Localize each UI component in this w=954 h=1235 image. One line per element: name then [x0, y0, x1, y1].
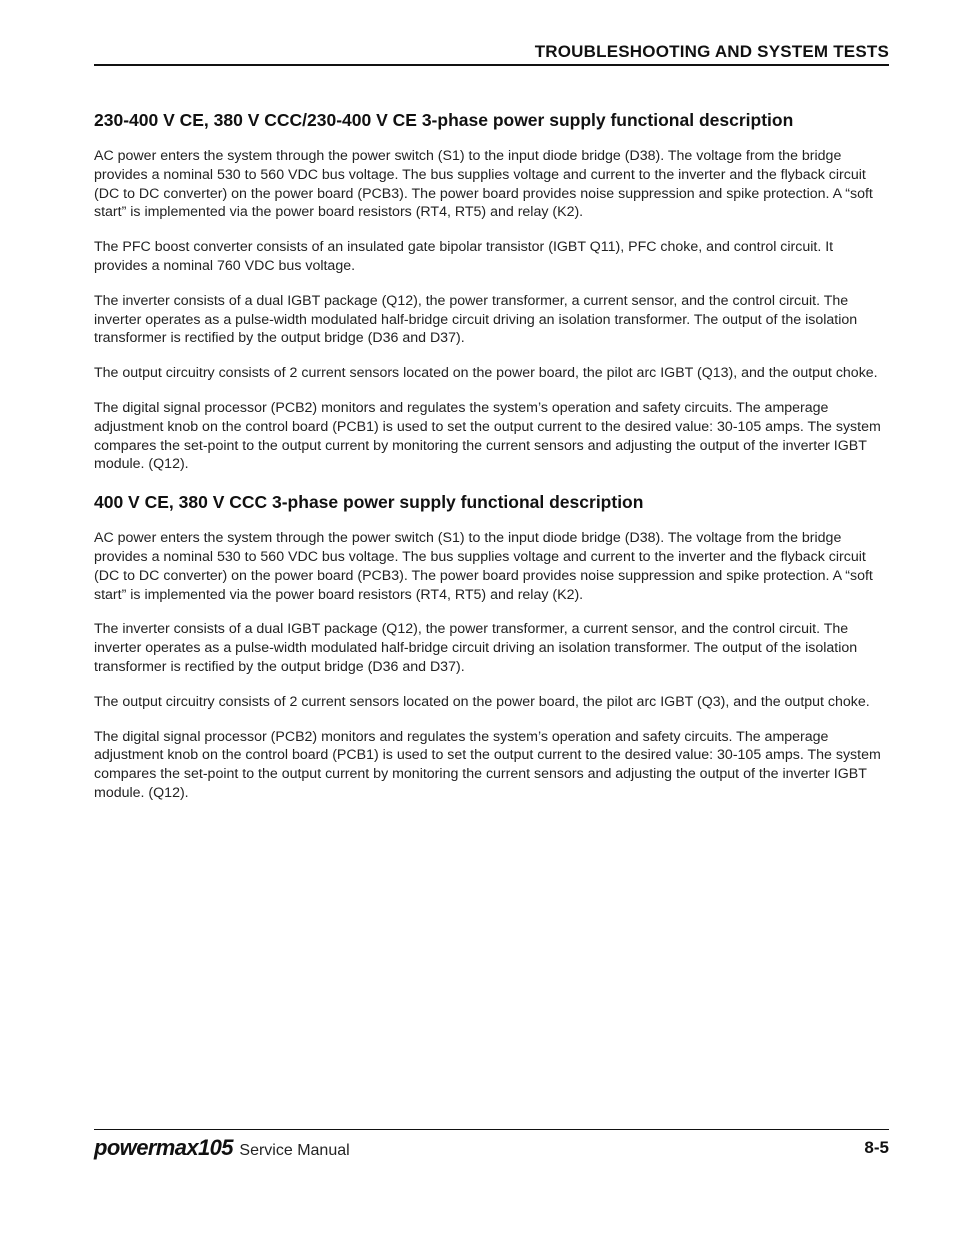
page-number: 8-5 [864, 1138, 889, 1157]
brand-logo: powermax105 [94, 1135, 233, 1160]
body-paragraph: The PFC boost converter consists of an insulated gate bipolar transistor (IGBT Q11), PFC choke, and control circuit. It provides a nominal 760 VDC bus voltage. [94, 239, 834, 274]
body-paragraph: The output circuitry consists of 2 current sensors located on the power board, the pilot arc IGBT (Q3), and the output choke. [94, 693, 870, 710]
running-header-title: TROUBLESHOOTING AND SYSTEM TESTS [534, 42, 889, 61]
body-paragraph: The digital signal processor (PCB2) monitors and regulates the system’s operation and safety circuits. The amperage adjustment knob on the control board (PCB1) is used to set the output current to the desired value: 30-105 amps. The system compares the set-point to the output current by monitoring the current sensors and adjusting the output of the inverter IGBT module. (Q12). [94, 399, 881, 473]
body-paragraph: The inverter consists of a dual IGBT package (Q12), the power transformer, a current sensor, and the control circuit. The inverter operates as a pulse-width modulated half-bridge circuit driving an isolation transformer. The output of the isolation transformer is rectified by the output bridge (D36 and D37). [94, 292, 858, 347]
section-heading: 400 V CE, 380 V CCC 3-phase power supply functional description [94, 492, 644, 513]
manual-label: Service Manual [239, 1142, 350, 1159]
body-paragraph: The digital signal processor (PCB2) monitors and regulates the system’s operation and safety circuits. The amperage adjustment knob on the control board (PCB1) is used to set the output current to the desired value: 30-105 amps. The system compares the set-point to the output current by monitoring the current sensors and adjusting the output of the inverter IGBT module. (Q12). [94, 728, 881, 801]
footer-rule [94, 1129, 889, 1130]
document-page [94, 0, 889, 1235]
body-paragraph: AC power enters the system through the power switch (S1) to the input diode bridge (D38). The voltage from the bridge provides a nominal 530 to 560 VDC bus voltage. The bus supplies voltage and current to the inverter and the flyback circuit (DC to DC converter) on the power board (PCB3). The power board provides noise suppression and spike protection. A “soft start” is implemented via the power board resistors (RT4, RT5) and relay (K2). [94, 148, 873, 221]
header-rule [94, 64, 889, 66]
page-content [94, 108, 889, 819]
body-paragraph: AC power enters the system through the power switch (S1) to the input diode bridge (D38). The voltage from the bridge provides a nominal 530 to 560 VDC bus voltage. The bus supplies voltage and current to the inverter and the flyback circuit (DC to DC converter) on the power board (PCB3). The power board provides noise suppression and spike protection. A “soft start” is implemented via the power board resistors (RT4, RT5) and relay (K2). [94, 530, 873, 603]
body-paragraph: The inverter consists of a dual IGBT package (Q12), the power transformer, a current sensor, and the control circuit. The inverter operates as a pulse-width modulated half-bridge circuit driving an isolation transformer. The output of the isolation transformer is rectified by the output bridge (D36 and D37). [94, 621, 858, 675]
section-heading: 230-400 V CE, 380 V CCC/230-400 V CE 3-phase power supply functional description [94, 110, 794, 130]
body-paragraph: The output circuitry consists of 2 current sensors located on the power board, the pilot arc IGBT (Q13), and the output choke. [94, 365, 878, 382]
footer-brand-block [94, 1135, 350, 1161]
